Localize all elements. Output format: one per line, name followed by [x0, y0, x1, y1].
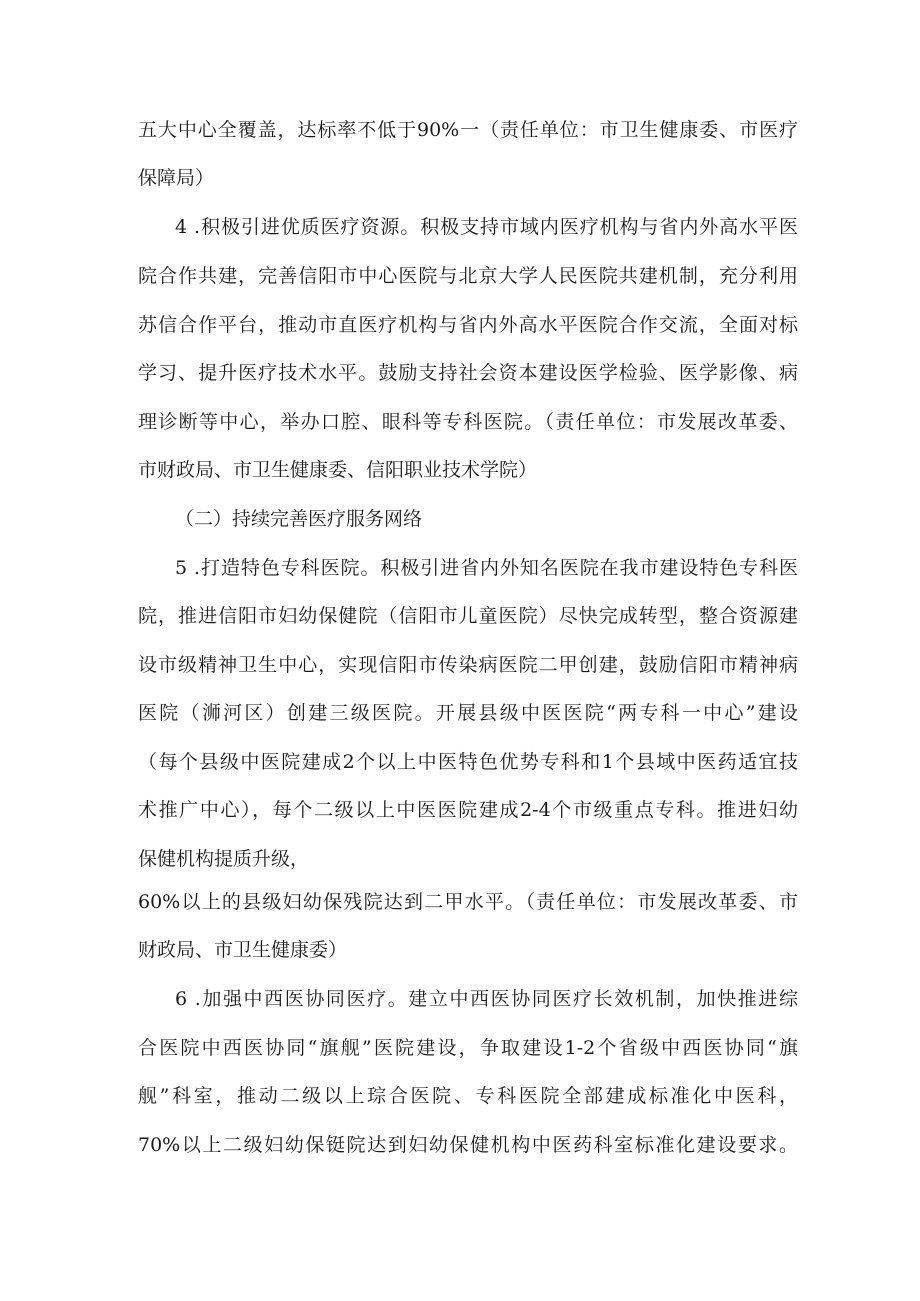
text-line: 设市级精神卫生中心，实现信阳市传染病医院二甲创建，鼓励信阳市精神病 [138, 654, 798, 676]
section-heading: （二）持续完善医疗服务网络 [175, 508, 423, 530]
text-line: 70%以上二级妇幼保铤院达到妇幼保健机构中医药科室标准化建设要求。 [138, 1134, 798, 1156]
paragraph-4-heading-line: 4 .积极引进优质医疗资源。积极支持市域内医疗机构与省内外高水平医 [175, 216, 798, 238]
text-line: （每个县级中医院建成2个以上中医特色优势专科和1个县域中医药适宜技 [138, 751, 798, 773]
text-line: 院合作共建，完善信阳市中心医院与北京大学人民医院共建机制，充分利用 [138, 265, 798, 287]
text-line: 学习、提升医疗技术水平。鼓励支持社会资本建设医学检验、医学影像、病 [138, 362, 798, 384]
text-line: 60%以上的县级妇幼保残院达到二甲水平。（责任单位：市发展改革委、市 [138, 891, 798, 913]
text-line: 苏信合作平台，推动市直医疗机构与省内外高水平医院合作交流，全面对标 [138, 314, 798, 336]
text-line: 舰”科室，推动二级以上琮合医院、专科医院全部建成标准化中医科， [138, 1085, 798, 1107]
text-line: 术推广中心），每个二级以上中医医院建成2-4个市级重点专科。推进妇幼 [138, 799, 798, 821]
text-line: 保障局） [138, 167, 215, 189]
text-line: 合医院中西医协同“旗舰”医院建设，争取建设1-2个省级中西医协同“旗 [138, 1037, 798, 1059]
text-line: 保健机构提质升级， [138, 848, 310, 870]
text-line: 五大中心全覆盖，达标率不低于90%一（责任单位：市卫生健康委、市医疗 [138, 119, 798, 141]
text-line: 医院（浉河区）创建三级医院。开展县级中医医院“两专科一中心”建设 [138, 702, 798, 724]
text-line: 财政局、市卫生健康委） [138, 939, 348, 961]
text-line: 院，推进信阳市妇幼保健院（信阳市儿童医院）尽快完成转型，整合资源建 [138, 605, 798, 627]
text-line: 理诊断等中心，举办口腔、眼科等专科医院。（责任单位：市发展改革委、 [138, 411, 798, 433]
paragraph-6-heading-line: 6 .加强中西医协同医疗。建立中西医协同医疗长效机制，加快推进综 [175, 988, 798, 1010]
paragraph-5-heading-line: 5 .打造特色专科医院。积极引进省内外知名医院在我市建设特色专科医 [175, 557, 798, 579]
text-line: 市财政局、市卫生健康委、信阳职业技术学院） [138, 459, 538, 481]
